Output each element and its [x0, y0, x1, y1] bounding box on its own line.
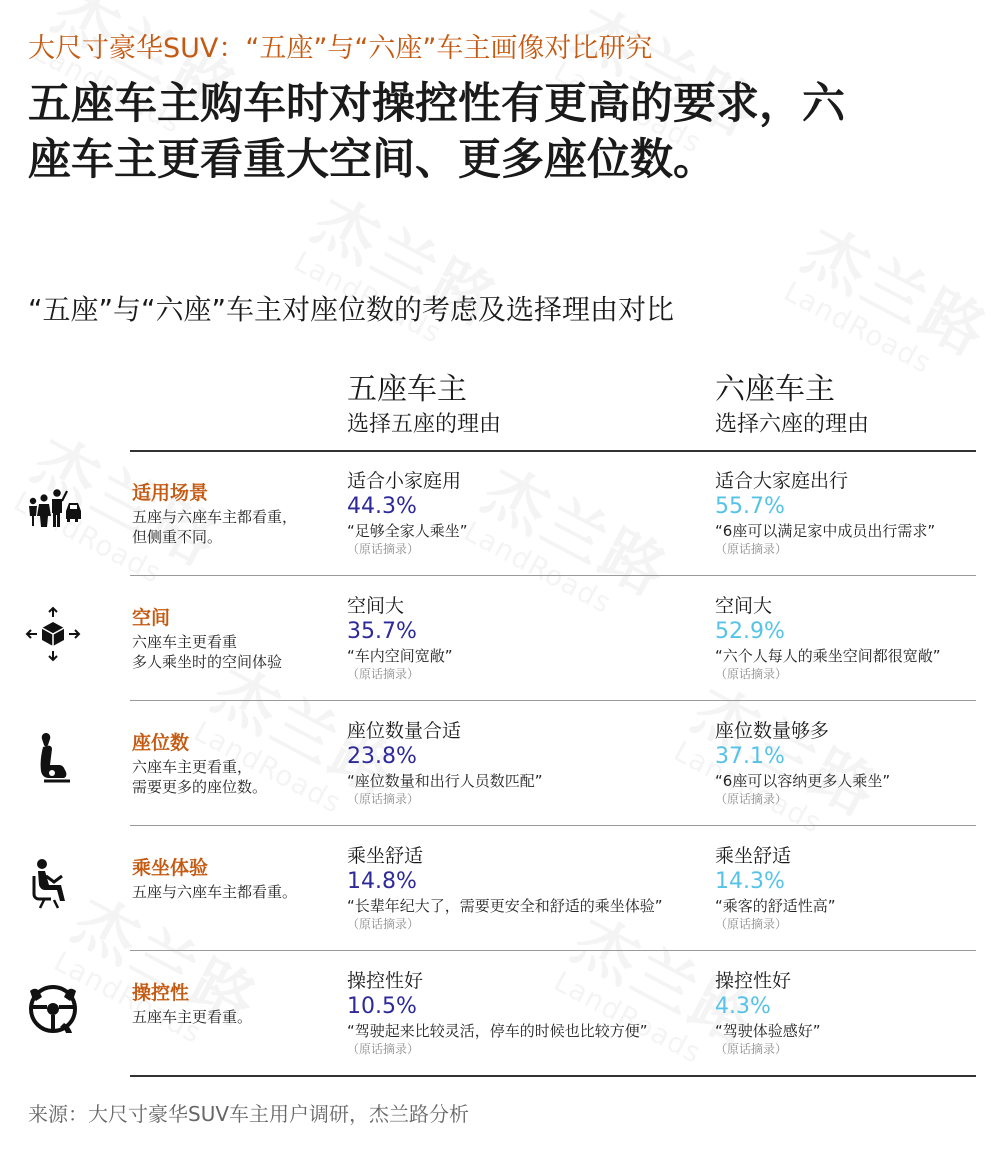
category-scenario [132, 481, 297, 547]
owner-quote: “座位数量和出行人员数匹配” [347, 772, 543, 790]
quote-note: （原话摘录） [347, 542, 420, 556]
table-row [0, 826, 1000, 951]
family-car-icon [24, 479, 82, 537]
five-seat-cell [347, 594, 453, 682]
percentage-value: 55.7% [715, 494, 785, 519]
six-seat-cell [715, 969, 821, 1057]
space-box-icon [24, 604, 82, 662]
owner-quote: “足够全家人乘坐” [347, 522, 468, 540]
owner-quote: “车内空间宽敞” [347, 647, 453, 665]
column-title: 六座车主 [715, 372, 835, 407]
reason-label: 乘坐舒适 [347, 845, 424, 867]
car-seat-icon [24, 729, 82, 787]
category-desc: 五座与六座车主都看重。 [132, 883, 298, 901]
source-note: 来源：大尺寸豪华SUV车主用户调研，杰兰路分析 [28, 1102, 470, 1126]
five-seat-cell [347, 844, 663, 932]
percentage-value: 4.3% [715, 994, 771, 1019]
owner-quote: “6座可以满足家中成员出行需求” [715, 522, 936, 540]
headline: 五座车主购车时对操控性有更高的要求，六座车主更看重大空间、更多座位数。 [28, 79, 845, 185]
kicker-title: 大尺寸豪华SUV：“五座”与“六座”车主画像对比研究 [28, 33, 653, 64]
percentage-value: 14.3% [715, 869, 785, 894]
table-row [0, 576, 1000, 701]
category-desc: 六座车主更看重， 需要更多的座位数。 [132, 758, 268, 796]
quote-note: （原话摘录） [347, 917, 420, 931]
watermark [780, 219, 999, 395]
category-ride-experience [132, 856, 297, 902]
five-seat-cell [347, 719, 543, 807]
quote-note: （原话摘录） [347, 667, 420, 681]
percentage-value: 44.3% [347, 494, 417, 519]
reason-label: 空间大 [347, 595, 405, 617]
table-row [0, 951, 1000, 1076]
reason-label: 操控性好 [347, 970, 424, 992]
column-subtitle: 选择五座的理由 [347, 412, 502, 437]
percentage-value: 37.1% [715, 744, 785, 769]
table-row [0, 451, 1000, 576]
percentage-value: 52.9% [715, 619, 785, 644]
category-name: 适用场景 [132, 482, 209, 504]
chart-subtitle: “五座”与“六座”车主对座位数的考虑及选择理由对比 [28, 293, 675, 326]
six-seat-cell [715, 844, 836, 932]
owner-quote: “6座可以容纳更多人乘坐” [715, 772, 891, 790]
five-seat-cell [347, 969, 648, 1057]
quote-note: （原话摘录） [715, 1042, 788, 1056]
category-name: 乘坐体验 [132, 857, 209, 879]
quote-note: （原话摘录） [715, 917, 788, 931]
seated-passenger-icon [24, 854, 82, 912]
owner-quote: “乘客的舒适性高” [715, 897, 836, 915]
quote-note: （原话摘录） [715, 542, 788, 556]
quote-note: （原话摘录） [715, 792, 788, 806]
category-handling [132, 981, 252, 1027]
column-title: 五座车主 [347, 372, 467, 407]
category-desc: 五座车主更看重。 [132, 1008, 253, 1026]
category-name: 操控性 [132, 982, 190, 1004]
owner-quote: “长辈年纪大了，需要更安全和舒适的乘坐体验” [347, 897, 663, 915]
steering-wheel-icon [24, 979, 82, 1037]
category-space [132, 606, 282, 672]
quote-note: （原话摘录） [347, 792, 420, 806]
owner-quote: “六个人每人的乘坐空间都很宽敞” [715, 647, 941, 665]
percentage-value: 35.7% [347, 619, 417, 644]
quote-note: （原话摘录） [715, 667, 788, 681]
category-name: 座位数 [132, 732, 190, 754]
six-seat-cell [715, 594, 941, 682]
column-subtitle: 选择六座的理由 [715, 412, 870, 437]
reason-label: 空间大 [715, 595, 773, 617]
category-desc: 五座与六座车主都看重， 但侧重不同。 [132, 508, 298, 546]
column-header-five-seat [347, 372, 501, 440]
column-header-six-seat [715, 372, 869, 440]
reason-label: 座位数量够多 [715, 720, 830, 742]
six-seat-cell [715, 719, 890, 807]
category-seat-count [132, 731, 267, 797]
six-seat-cell [715, 469, 935, 557]
watermark [290, 189, 509, 365]
table-bottom-rule [130, 1075, 976, 1077]
percentage-value: 23.8% [347, 744, 417, 769]
percentage-value: 10.5% [347, 994, 417, 1019]
percentage-value: 14.8% [347, 869, 417, 894]
reason-label: 座位数量合适 [347, 720, 462, 742]
reason-label: 适合大家庭出行 [715, 470, 849, 492]
table-row [0, 701, 1000, 826]
owner-quote: “驾驶起来比较灵活，停车的时候也比较方便” [347, 1022, 648, 1040]
five-seat-cell [347, 469, 468, 557]
category-name: 空间 [132, 607, 171, 629]
reason-label: 乘坐舒适 [715, 845, 792, 867]
category-desc: 六座车主更看重 多人乘坐时的空间体验 [132, 633, 283, 671]
reason-label: 适合小家庭用 [347, 470, 462, 492]
reason-label: 操控性好 [715, 970, 792, 992]
owner-quote: “驾驶体验感好” [715, 1022, 821, 1040]
quote-note: （原话摘录） [347, 1042, 420, 1056]
